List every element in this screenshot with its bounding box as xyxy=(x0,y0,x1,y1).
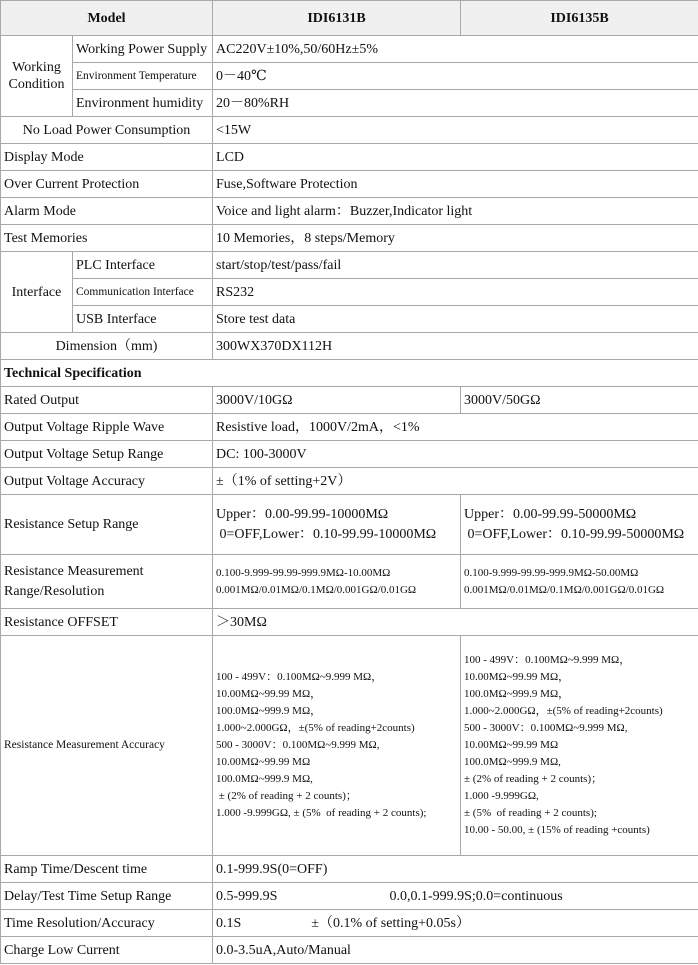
table-row xyxy=(1,441,698,468)
header-row xyxy=(1,1,698,36)
table-row xyxy=(1,306,698,333)
spec-label: Rated Output xyxy=(1,387,213,414)
spec-value: 3000V/50GΩ xyxy=(461,387,698,414)
spec-label: Charge Low Current xyxy=(1,937,213,964)
table-row xyxy=(1,90,698,117)
section-row xyxy=(1,360,698,387)
spec-value: 0－40℃ xyxy=(213,63,698,90)
table-row xyxy=(1,414,698,441)
spec-value: start/stop/test/pass/fail xyxy=(213,252,698,279)
table-row xyxy=(1,252,698,279)
spec-value: 0.0-3.5uA,Auto/Manual xyxy=(213,937,698,964)
spec-label: Ramp Time/Descent time xyxy=(1,856,213,883)
table-row xyxy=(1,144,698,171)
spec-label: Time Resolution/Accuracy xyxy=(1,910,213,937)
spec-value: ±（1% of setting+2V） xyxy=(213,468,698,495)
spec-label: Test Memories xyxy=(1,225,213,252)
spec-value: Store test data xyxy=(213,306,698,333)
spec-value: 3000V/10GΩ xyxy=(213,387,461,414)
spec-value: ＞30MΩ xyxy=(213,609,698,636)
spec-label: Resistance Measurement Range/Resolution xyxy=(1,555,213,609)
spec-label: Dimension（mm) xyxy=(1,333,213,360)
spec-label: Resistance OFFSET xyxy=(1,609,213,636)
table-row xyxy=(1,883,698,910)
spec-value: Fuse,Software Protection xyxy=(213,171,698,198)
section-title: Technical Specification xyxy=(1,360,698,387)
spec-value: 0.1-999.9S(0=OFF) xyxy=(213,856,698,883)
model-header: Model xyxy=(1,1,213,36)
working-condition-group: Working Condition xyxy=(1,36,73,117)
spec-value: 0.1S ±（0.1% of setting+0.05s） xyxy=(213,910,698,937)
spec-value: 0.5-999.9S 0.0,0.1-999.9S;0.0=continuous xyxy=(213,883,698,910)
table-row xyxy=(1,171,698,198)
table-row xyxy=(1,63,698,90)
spec-label: Environment Temperature xyxy=(73,63,213,90)
table-row xyxy=(1,117,698,144)
spec-label: Display Mode xyxy=(1,144,213,171)
interface-group: Interface xyxy=(1,252,73,333)
table-row xyxy=(1,910,698,937)
spec-label: Working Power Supply xyxy=(73,36,213,63)
table-row xyxy=(1,636,698,856)
spec-label: Over Current Protection xyxy=(1,171,213,198)
table-row xyxy=(1,36,698,63)
table-row xyxy=(1,856,698,883)
spec-value: 100 - 499V：0.100MΩ~9.999 MΩ， 10.00MΩ~99.99 MΩ， 100.0MΩ~999.9 MΩ， 1.000~2.000GΩ，±(5% of reading+2counts) 500 - 3000V：0.100MΩ~9.999 MΩ, 10.00MΩ~99.99 MΩ 100.0MΩ~999.9 MΩ, ± (2% of reading + 2 counts)； 1.000 -9.999GΩ, ± (5% of reading + 2 counts); xyxy=(213,636,461,856)
spec-label: Alarm Mode xyxy=(1,198,213,225)
spec-label: Resistance Setup Range xyxy=(1,495,213,555)
spec-label: Output Voltage Accuracy xyxy=(1,468,213,495)
spec-value: Resistive load，1000V/2mA，<1% xyxy=(213,414,698,441)
spec-value: RS232 xyxy=(213,279,698,306)
table-row xyxy=(1,333,698,360)
spec-label: Output Voltage Ripple Wave xyxy=(1,414,213,441)
table-row xyxy=(1,225,698,252)
table-row xyxy=(1,279,698,306)
spec-value: 10 Memories，8 steps/Memory xyxy=(213,225,698,252)
spec-value: Upper：0.00-99.99-50000MΩ 0=OFF,Lower：0.10-99.99-50000MΩ xyxy=(461,495,698,555)
spec-label: USB Interface xyxy=(73,306,213,333)
table-row xyxy=(1,937,698,964)
spec-label: Environment humidity xyxy=(73,90,213,117)
spec-value: 0.100-9.999-99.99-999.9MΩ-50.00MΩ 0.001MΩ/0.01MΩ/0.1MΩ/0.001GΩ/0.01GΩ xyxy=(461,555,698,609)
model-col1-header: IDI6131B xyxy=(213,1,461,36)
table-row xyxy=(1,609,698,636)
spec-label: Output Voltage Setup Range xyxy=(1,441,213,468)
spec-label: PLC Interface xyxy=(73,252,213,279)
spec-value: 0.100-9.999-99.99-999.9MΩ-10.00MΩ 0.001MΩ/0.01MΩ/0.1MΩ/0.001GΩ/0.01GΩ xyxy=(213,555,461,609)
spec-value: 100 - 499V：0.100MΩ~9.999 MΩ， 10.00MΩ~99.99 MΩ， 100.0MΩ~999.9 MΩ， 1.000~2.000GΩ，±(5% of reading+2counts) 500 - 3000V：0.100MΩ~9.999 MΩ, 10.00MΩ~99.99 MΩ 100.0MΩ~999.9 MΩ, ± (2% of reading + 2 counts)； 1.000 -9.999GΩ, ± (5% of reading + 2 counts); 10.00 - 50.00, ± (15% of reading +counts) xyxy=(461,636,698,856)
table-row xyxy=(1,495,698,555)
spec-value: Voice and light alarm：Buzzer,Indicator light xyxy=(213,198,698,225)
spec-value: Upper：0.00-99.99-10000MΩ 0=OFF,Lower：0.10-99.99-10000MΩ xyxy=(213,495,461,555)
spec-label: Resistance Measurement Accuracy xyxy=(1,636,213,856)
spec-value: AC220V±10%,50/60Hz±5% xyxy=(213,36,698,63)
model-col2-header: IDI6135B xyxy=(461,1,698,36)
table-row xyxy=(1,198,698,225)
spec-label: Delay/Test Time Setup Range xyxy=(1,883,213,910)
spec-label: No Load Power Consumption xyxy=(1,117,213,144)
spec-value: DC: 100-3000V xyxy=(213,441,698,468)
spec-value: <15W xyxy=(213,117,698,144)
spec-value: LCD xyxy=(213,144,698,171)
table-row xyxy=(1,555,698,609)
spec-value: 20－80%RH xyxy=(213,90,698,117)
spec-value: 300WX370DX112H xyxy=(213,333,698,360)
table-row xyxy=(1,468,698,495)
table-row xyxy=(1,387,698,414)
spec-label: Communication Interface xyxy=(73,279,213,306)
